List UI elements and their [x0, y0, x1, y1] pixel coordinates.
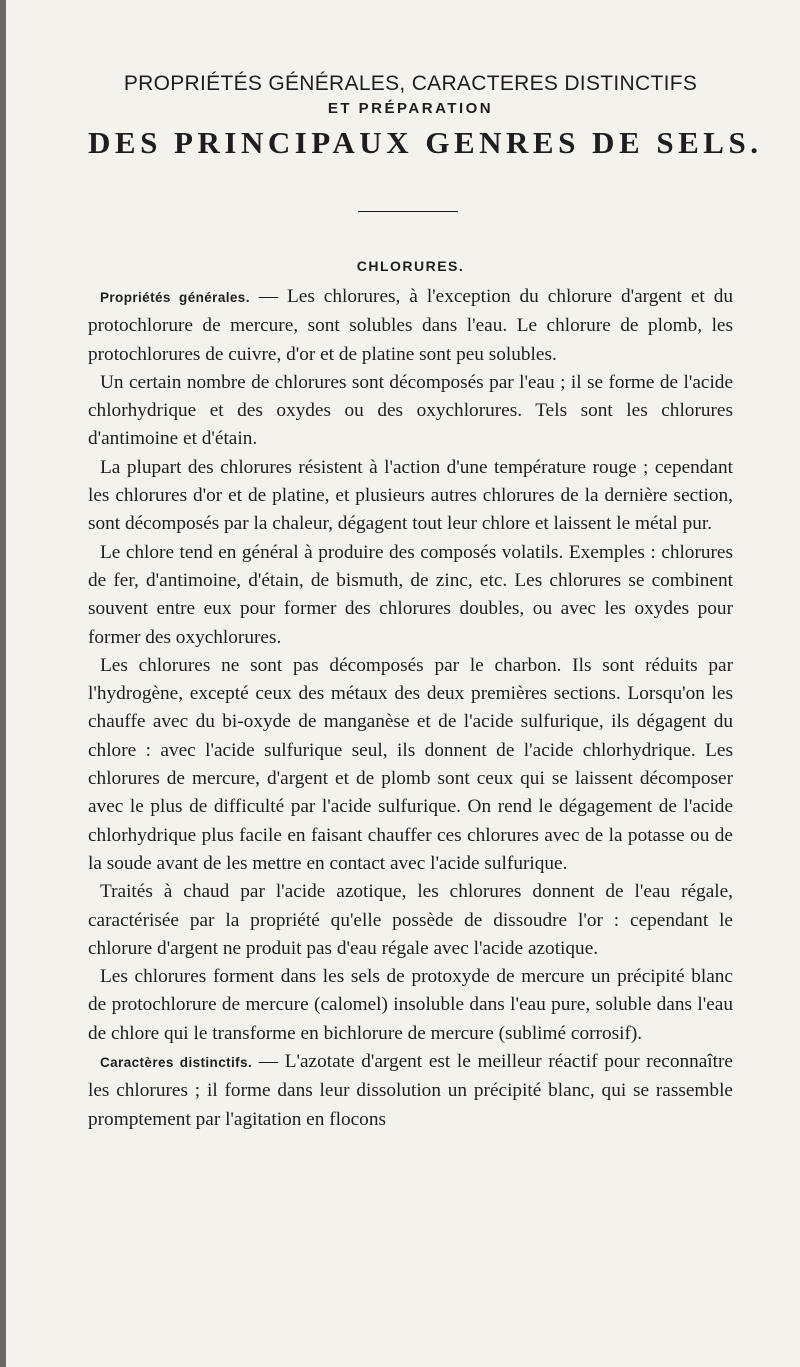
- binding-edge: [0, 0, 6, 1367]
- paragraph: Traités à chaud par l'acide azotique, les chlorures donnent de l'eau régale, caractérisée par la propriété qu'elle possède de dissoudre l'or : cependant le chlorure d'argent ne produit pas d'eau régale avec l'acide azotique.: [88, 881, 733, 959]
- paragraph: Un certain nombre de chlorures sont décomposés par l'eau ; il se forme de l'acide chlorhydrique et des oxydes ou des oxychlorures. Tels sont les chlorures d'antimoine et d'étain.: [88, 371, 733, 450]
- paragraph-text: — L'azotate d'argent est le meilleur réactif pour reconnaître les chlorures ; il forme dans leur dissolution un précipité blanc, qui se rassemble promptement par l'agitation en flocons: [88, 1051, 733, 1130]
- subhead-proprietes: Propriétés générales.: [100, 290, 250, 305]
- body-text: [88, 283, 733, 1134]
- paragraph: Les chlorures ne sont pas décomposés par le charbon. Ils sont réduits par l'hydrogène, excepté ceux des métaux des deux premières sections. Lorsqu'on les chauffe avec du bi-oxyde de manganèse et de l'acide sulfurique, ils dégagent du chlore : avec l'acide sulfurique seul, ils donnent de l'acide chlorhydrique. Les chlorures de mercure, d'argent et de plomb sont ceux qui se laissent décomposer avec le plus de difficulté par l'acide sulfurique. On rend le dégagement de l'acide chlorhydrique plus facile en faisant chauffer ces chlorures avec de la potasse ou de la soude avant de les mettre en contact avec l'acide sulfurique.: [88, 654, 733, 874]
- title-divider: [358, 211, 458, 212]
- title-line-1: PROPRIÉTÉS GÉNÉRALES, CARACTERES DISTINCTIFS: [123, 72, 698, 95]
- title-line-3: DES PRINCIPAUX GENRES DE SELS.: [88, 125, 763, 160]
- paragraph-caracteres: [88, 1048, 733, 1134]
- paragraph-proprietes: [88, 283, 733, 369]
- paragraph: Les chlorures forment dans les sels de protoxyde de mercure un précipité blanc de protochlorure de mercure (calomel) insoluble dans l'eau pure, soluble dans l'eau de chlore qui le transforme en bichlorure de mercure (sublimé corrosif).: [88, 966, 733, 1044]
- paragraph-text: — Les chlorures, à l'exception du chlorure d'argent et du protochlorure de mercure, sont solubles dans l'eau. Le chlorure de plomb, les protochlorures de cuivre, d'or et de platine sont peu solubles.: [88, 286, 733, 365]
- paragraph: Le chlore tend en général à produire des composés volatils. Exemples : chlorures de fer, d'antimoine, d'étain, de bismuth, de zinc, etc. Les chlorures se combinent souvent entre eux pour former des chlorures doubles, ou avec les oxydes pour former des oxychlorures.: [88, 541, 733, 648]
- title-line-2: ET PRÉPARATION: [327, 100, 494, 117]
- paragraph: La plupart des chlorures résistent à l'action d'une température rouge ; cependant les chlorures d'or et de platine, et plusieurs autres chlorures de la dernière section, sont décomposés par la chaleur, dégagent tout leur chlore et laissent le métal pur.: [88, 456, 733, 535]
- subhead-caracteres: Caractères distinctifs.: [100, 1055, 253, 1071]
- section-heading: CHLORURES.: [356, 258, 465, 274]
